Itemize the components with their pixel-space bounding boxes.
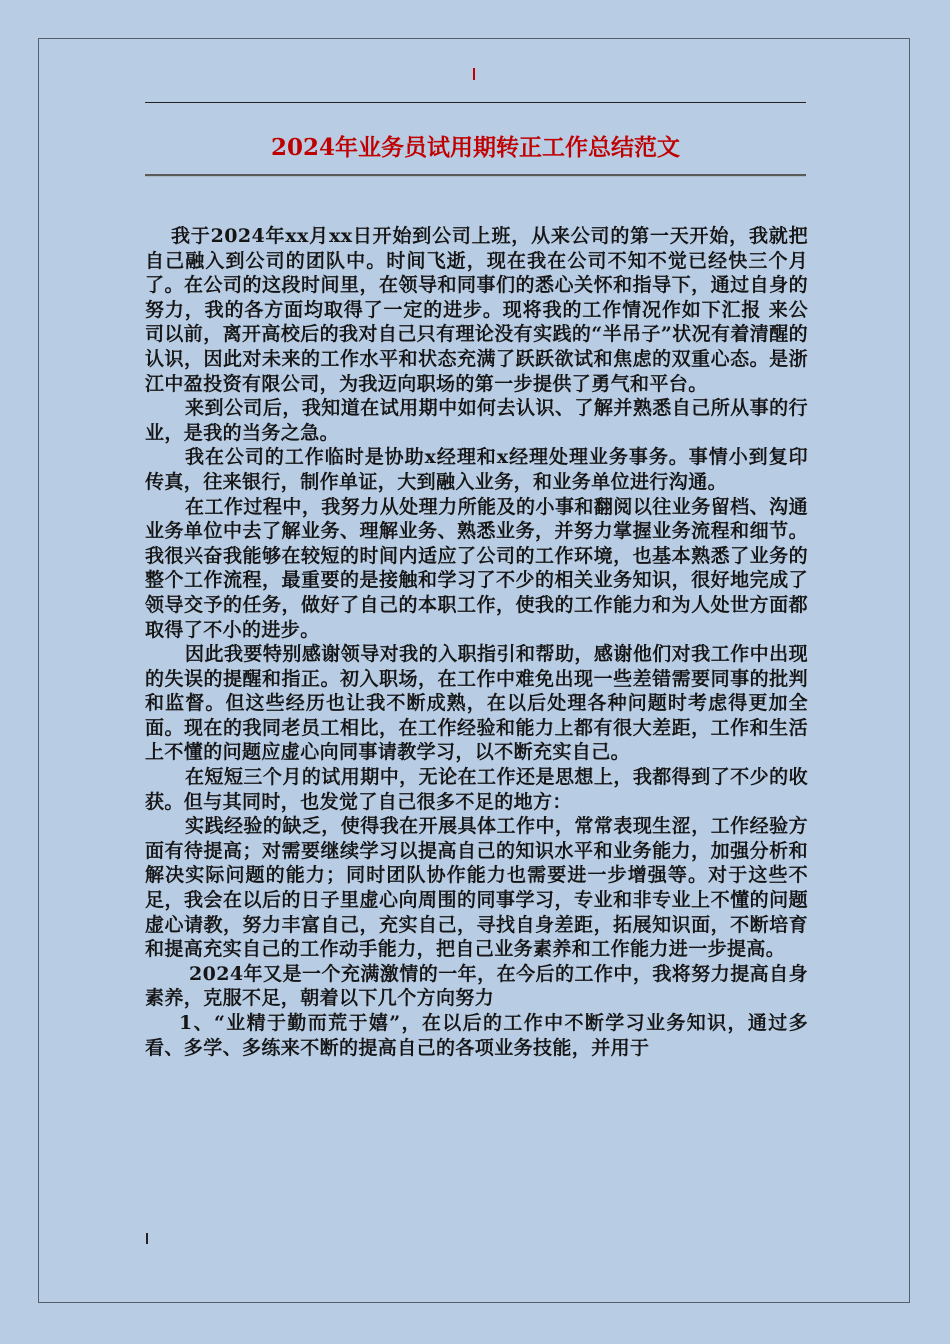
title-underline — [145, 174, 806, 176]
footer-mark — [146, 1233, 148, 1244]
document-body — [145, 224, 808, 1060]
paragraph-2: 来到公司后，我知道在试用期中如何去认识、了解并熟悉自己所从事的行业，是我的当务之急。 — [145, 397, 808, 444]
paragraph-7: 实践经验的缺乏，使得我在开展具体工作中，常常表现生涩，工作经验方面有待提高；对需要继续学习以提高自己的知识水平和业务能力，加强分析和解决实际问题的能力；同时团队协作能力也需要进一步增强等。对于这些不足，我会在以后的日子里虚心向周围的同事学习，专业和非专业上不懂的问题虚心请教，努力丰富自己，充实自己，寻找自身差距，拓展知识面，不断培育和提高充实自己的工作动手能力，把自己业务素养和工作能力进一步提高。 — [145, 815, 808, 961]
document-title: 2024年业务员试用期转正工作总结范文 — [270, 134, 680, 161]
paragraph-3: 我在公司的工作临时是协助x经理和x经理处理业务事务。事情小到复印传真，往来银行，制作单证，大到融入业务，和业务单位进行沟通。 — [145, 446, 808, 493]
paragraph-5: 因此我要特别感谢领导对我的入职指引和帮助，感谢他们对我工作中出现的失误的提醒和指正。初入职场，在工作中难免出现一些差错需要同事的批判和监督。但这些经历也让我不断成熟，在以后处理各种问题时考虑得更加全面。现在的我同老员工相比，在工作经验和能力上都有很大差距，工作和生活上不懂的问题应虚心向同事请教学习，以不断充实自己。 — [145, 643, 808, 764]
paragraph-1: 我于2024年xx月xx日开始到公司上班，从来公司的第一天开始，我就把自己融入到公司的团队中。时间飞逝，现在我在公司不知不觉已经快三个月了。在公司的这段时间里，在领导和同事们的悉心关怀和指导下，通过自身的努力，我的各方面均取得了一定的进步。现将我的工作情况作如下汇报 来公司以前，离开高校后的我对自己只有理论没有实践的“半吊子”状况有着清醒的认识，因此对未来的工作水平和状态充满了跃跃欲试和焦虑的双重心态。是浙江中盈投资有限公司，为我迈向职场的第一步提供了勇气和平台。 — [145, 225, 808, 395]
paragraph-6: 在短短三个月的试用期中，无论在工作还是思想上，我都得到了不少的收获。但与其同时，也发觉了自己很多不足的地方： — [145, 766, 808, 813]
paragraph-9: 1、“业精于勤而荒于嬉”，在以后的工作中不断学习业务知识，通过多看、多学、多练来不断的提高自己的各项业务技能，并用于 — [145, 1012, 808, 1059]
paragraph-8: 2024年又是一个充满激情的一年，在今后的工作中，我将努力提高自身素养，克服不足，朝着以下几个方向努力 — [145, 962, 808, 1010]
header-mark — [473, 68, 475, 80]
header-rule — [145, 102, 806, 103]
paragraph-4: 在工作过程中，我努力从处理力所能及的小事和翻阅以往业务留档、沟通业务单位中去了解业务、理解业务、熟悉业务，并努力掌握业务流程和细节。我很兴奋我能够在较短的时间内适应了公司的工作环境，也基本熟悉了业务的整个工作流程，最重要的是接触和学习了不少的相关业务知识，很好地完成了领导交予的任务，做好了自己的本职工作，使我的工作能力和为人处世方面都取得了不小的进步。 — [145, 495, 808, 641]
